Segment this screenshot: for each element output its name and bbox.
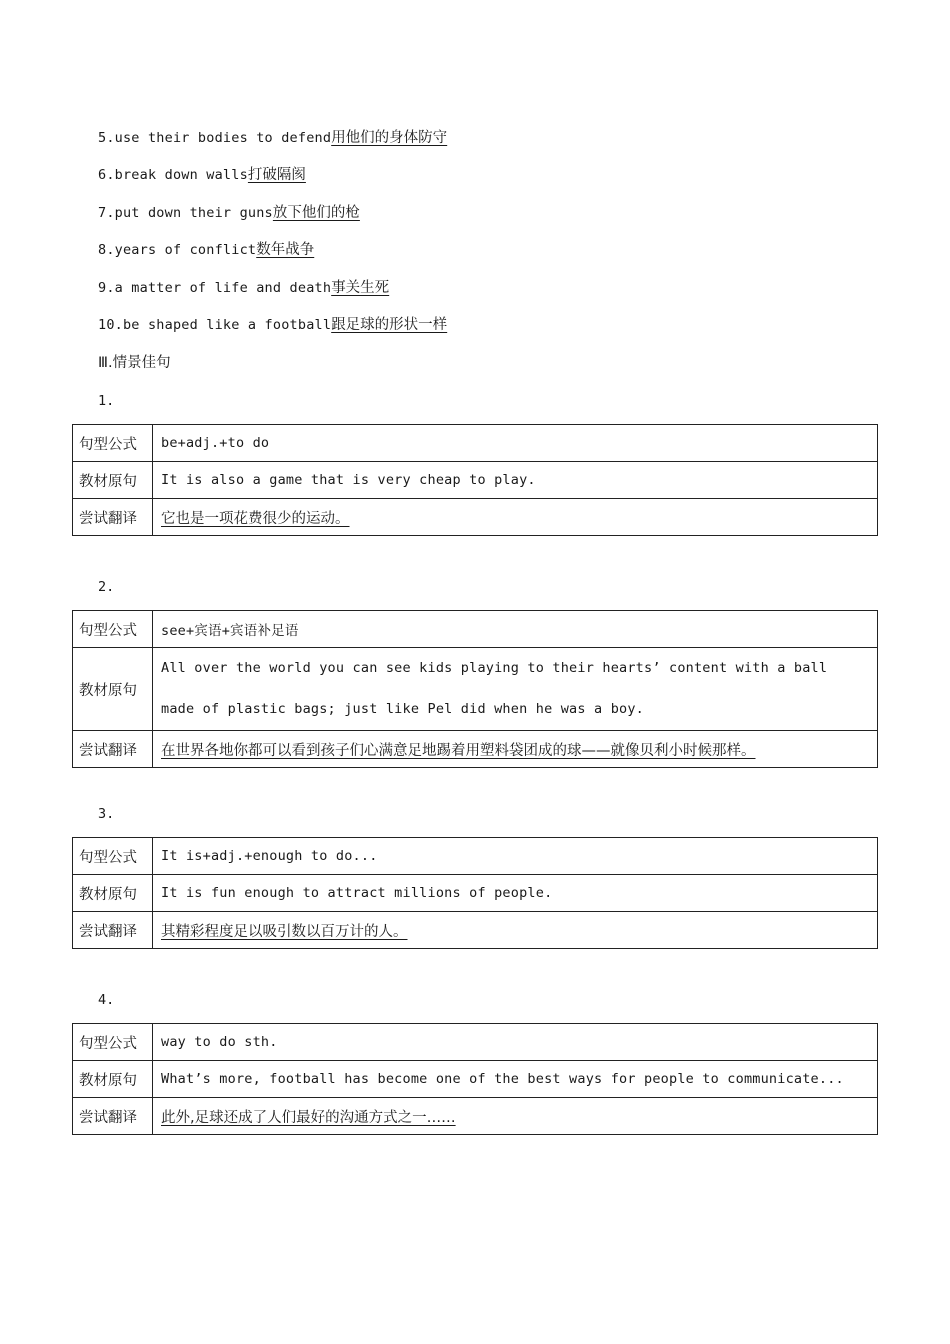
sentence-table (72, 424, 878, 536)
pattern-value: see+宾语+宾语补足语 (153, 611, 878, 648)
phrase-english: 5.use their bodies to defend (98, 130, 332, 146)
item-number: 3. (98, 806, 115, 822)
phrase-chinese: 打破隔阂 (247, 167, 306, 183)
phrase-item (98, 315, 447, 335)
original-line-2: made of plastic bags; just like Pel did when he was a boy. (161, 701, 645, 717)
phrase-english: 7.put down their guns (98, 205, 273, 221)
translation-value (153, 499, 878, 536)
phrase-item (98, 278, 389, 298)
translation-row (73, 912, 878, 949)
translation-label: 尝试翻译 (73, 1098, 153, 1135)
phrase-english: 8.years of conflict (98, 242, 257, 258)
translation-label: 尝试翻译 (73, 499, 153, 536)
translation-text: 此外,足球还成了人们最好的沟通方式之一…… (161, 1109, 456, 1126)
phrase-item (98, 203, 360, 223)
original-label: 教材原句 (73, 648, 153, 731)
phrase-item (98, 240, 314, 260)
translation-text: 它也是一项花费很少的运动。 (161, 510, 350, 527)
pattern-row (73, 611, 878, 648)
sentence-table (72, 837, 878, 949)
original-label: 教材原句 (73, 875, 153, 912)
phrase-chinese: 跟足球的形状一样 (331, 317, 448, 333)
translation-text: 其精彩程度足以吸引数以百万计的人。 (161, 923, 408, 940)
translation-value (153, 1098, 878, 1135)
phrase-item (98, 165, 306, 185)
phrase-english: 9.a matter of life and death (98, 280, 332, 296)
original-label: 教材原句 (73, 462, 153, 499)
original-row (73, 648, 878, 731)
sentence-table (72, 610, 878, 768)
pattern-value: way to do sth. (153, 1024, 878, 1061)
translation-text: 在世界各地你都可以看到孩子们心满意足地踢着用塑料袋团成的球——就像贝利小时候那样。 (161, 742, 756, 759)
item-number: 2. (98, 579, 115, 595)
translation-label: 尝试翻译 (73, 731, 153, 768)
pattern-row (73, 1024, 878, 1061)
original-row (73, 462, 878, 499)
translation-value (153, 731, 878, 768)
original-value: What’s more, football has become one of the best ways for people to communicate... (153, 1061, 878, 1098)
translation-row (73, 1098, 878, 1135)
phrase-chinese: 事关生死 (331, 280, 390, 296)
translation-value (153, 912, 878, 949)
section-heading: Ⅲ.情景佳句 (98, 355, 171, 371)
pattern-row (73, 425, 878, 462)
phrase-item (98, 128, 447, 148)
pattern-label: 句型公式 (73, 1024, 153, 1061)
item-number: 1. (98, 393, 115, 409)
pattern-row (73, 838, 878, 875)
original-value: It is also a game that is very cheap to play. (153, 462, 878, 499)
item-number: 4. (98, 992, 115, 1008)
translation-label: 尝试翻译 (73, 912, 153, 949)
sentence-table (72, 1023, 878, 1135)
translation-row (73, 499, 878, 536)
original-value: It is fun enough to attract millions of people. (153, 875, 878, 912)
pattern-label: 句型公式 (73, 838, 153, 875)
pattern-label: 句型公式 (73, 611, 153, 648)
phrase-chinese: 数年战争 (256, 242, 315, 258)
pattern-label: 句型公式 (73, 425, 153, 462)
pattern-value: be+adj.+to do (153, 425, 878, 462)
phrase-chinese: 用他们的身体防守 (331, 130, 448, 146)
pattern-value: It is+adj.+enough to do... (153, 838, 878, 875)
original-label: 教材原句 (73, 1061, 153, 1098)
original-value (153, 648, 878, 731)
phrase-english: 6.break down walls (98, 167, 248, 183)
original-row (73, 875, 878, 912)
original-row (73, 1061, 878, 1098)
translation-row (73, 731, 878, 768)
phrase-english: 10.be shaped like a football (98, 317, 332, 333)
phrase-chinese: 放下他们的枪 (272, 205, 360, 221)
original-line-1: All over the world you can see kids playing to their hearts’ content with a ball (161, 660, 828, 676)
